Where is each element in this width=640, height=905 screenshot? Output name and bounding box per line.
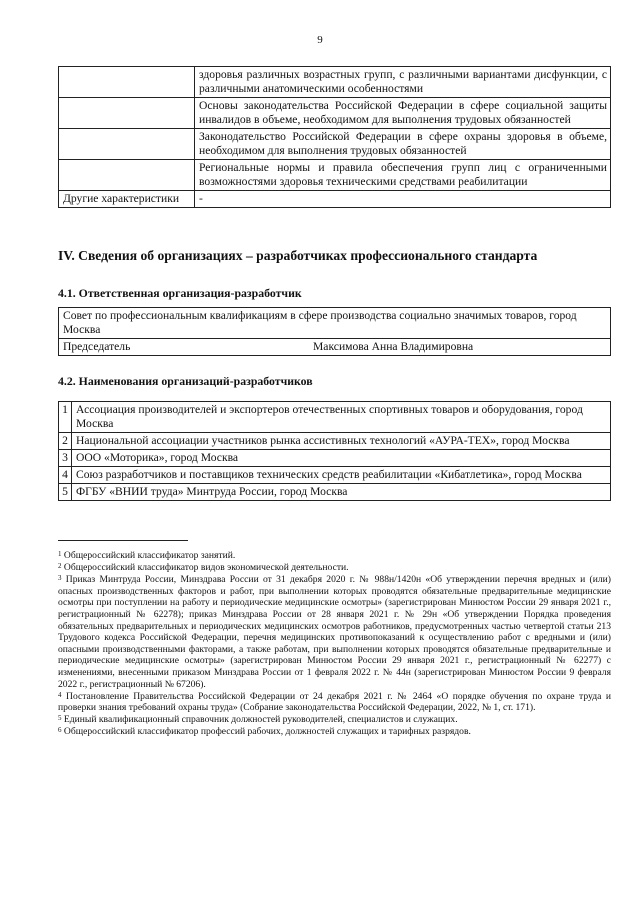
table-row	[59, 339, 611, 356]
footnote-mark: 1	[58, 550, 62, 558]
row-number: 3	[59, 450, 72, 467]
developer-name: Национальной ассоциации участников рынка ассистивных технологий «АУРА-ТЕХ», город Москва	[72, 433, 611, 450]
row-number: 2	[59, 433, 72, 450]
developer-name: Ассоциация производителей и экспортеров отечественных спортивных товаров и оборудования, город Москва	[72, 402, 611, 433]
row-number: 4	[59, 467, 72, 484]
table-row	[59, 98, 611, 129]
footnote-text: Приказ Минтруда России, Минздрава России от 31 декабря 2020 г. № 988н/1420н «Об утверждении перечня вредных и (или) опасных производственных факторов и работ, при выполнении которых проводятся обязательные предварительные медицинские осмотры при поступлении на работу и периодические медицинские осмотры» (зарегистрирован Минюстом России 29 января 2021 г., регистрационный № 62278); приказ Минздрава России от 28 января 2021 г. № 29н «Об утверждении Порядка проведения обязательных предварительных и периодических медицинских осмотров работников, предусмотренных частью четвертой статьи 213 Трудового кодекса Российской Федерации, перечня медицинских противопоказаний к осуществлению работ с вредными и (или) опасными производственными факторами, а также работам, при выполнении которых проводятся обязательные предварительные и периодические медицинские осмотры» (зарегистрирован Минюстом России 29 января 2021 г., регистрационный № 62277) с изменениями, внесенными приказом Минздрава России от 1 февраля 2022 г. № 44н (зарегистрирован Минюстом России 9 февраля 2022 г., регистрационный № 67206).	[58, 574, 611, 690]
developer-name: ООО «Моторика», город Москва	[72, 450, 611, 467]
table-row	[59, 191, 611, 208]
table-row	[59, 484, 611, 501]
footnote-mark: 6	[58, 726, 62, 735]
footnote-divider	[58, 540, 188, 541]
footnote-mark: 2	[58, 562, 62, 571]
table-cell-label	[59, 67, 195, 98]
chair-row	[59, 339, 611, 356]
footnote-mark: 5	[58, 714, 62, 723]
footnote	[58, 726, 611, 738]
table-cell-label	[59, 129, 195, 160]
footnote-text: Постановление Правительства Российской Федерации от 24 декабря 2021 г. № 2464 «О порядке обучения по охране труда и проверки знания требований охраны труда» (Собрание законодательства Российской Федерации, 2022, № 1, ст. 171).	[58, 690, 612, 714]
row-number: 1	[59, 402, 72, 433]
table-row	[59, 402, 611, 433]
characteristics-table	[58, 66, 611, 208]
footnote-mark: 3	[58, 574, 62, 583]
footnote-text: Общероссийский классификатор видов экономической деятельности.	[63, 562, 349, 574]
footnote-mark: 4	[58, 690, 62, 699]
footnotes	[58, 550, 611, 739]
responsible-org-heading: 4.1. Ответственная организация-разработчик	[58, 286, 302, 300]
table-row	[59, 308, 611, 339]
developer-name: Союз разработчиков и поставщиков технических средств реабилитации «Кибатлетика», город Москва	[72, 467, 611, 484]
chair-label: Председатель	[63, 340, 131, 353]
row-number: 5	[59, 484, 72, 501]
developers-table	[58, 401, 611, 501]
chair-name: Максимова Анна Владимировна	[313, 340, 474, 353]
table-cell-label	[59, 98, 195, 129]
footnote	[58, 562, 611, 574]
section-heading: IV. Сведения об организациях – разработчиках профессионального стандарта	[58, 248, 538, 263]
table-cell-text: здоровья различных возрастных групп, с различными вариантами дисфункции, с различными анатомическими особенностями	[195, 67, 611, 98]
table-cell-text: Законодательство Российской Федерации в сфере охраны здоровья в объеме, необходимом для выполнения трудовых обязанностей	[195, 129, 611, 160]
footnote	[58, 691, 611, 714]
footnote-text: Общероссийский классификатор занятий.	[63, 550, 236, 561]
footnote	[58, 550, 611, 562]
responsible-org-table	[58, 307, 611, 356]
footnote-text: Общероссийский классификатор профессий рабочих, должностей служащих и тарифных разрядов.	[63, 726, 471, 738]
table-row	[59, 467, 611, 484]
table-cell-text: -	[195, 191, 611, 208]
table-cell-label: Другие характеристики	[59, 191, 195, 208]
table-cell-label	[59, 160, 195, 191]
footnote	[58, 574, 611, 690]
table-row	[59, 450, 611, 467]
developer-name: ФГБУ «ВНИИ труда» Минтруда России, город Москва	[72, 484, 611, 501]
table-row	[59, 129, 611, 160]
table-cell-text: Региональные нормы и правила обеспечения групп лиц с ограниченными возможностями здоровья техническими средствами реабилитации	[195, 160, 611, 191]
footnote	[58, 714, 611, 726]
footnote-text: Единый квалификационный справочник должностей руководителей, специалистов и служащих.	[63, 714, 458, 726]
table-row	[59, 433, 611, 450]
responsible-org-name: Совет по профессиональным квалификациям в сфере производства социально значимых товаров, город Москва	[59, 308, 611, 339]
page-number: 9	[317, 34, 323, 46]
table-row	[59, 67, 611, 98]
table-cell-text: Основы законодательства Российской Федерации в сфере социальной защиты инвалидов в объеме, необходимом для выполнения трудовых обязанностей	[195, 98, 611, 129]
table-row	[59, 160, 611, 191]
developers-heading: 4.2. Наименования организаций-разработчиков	[58, 374, 313, 388]
